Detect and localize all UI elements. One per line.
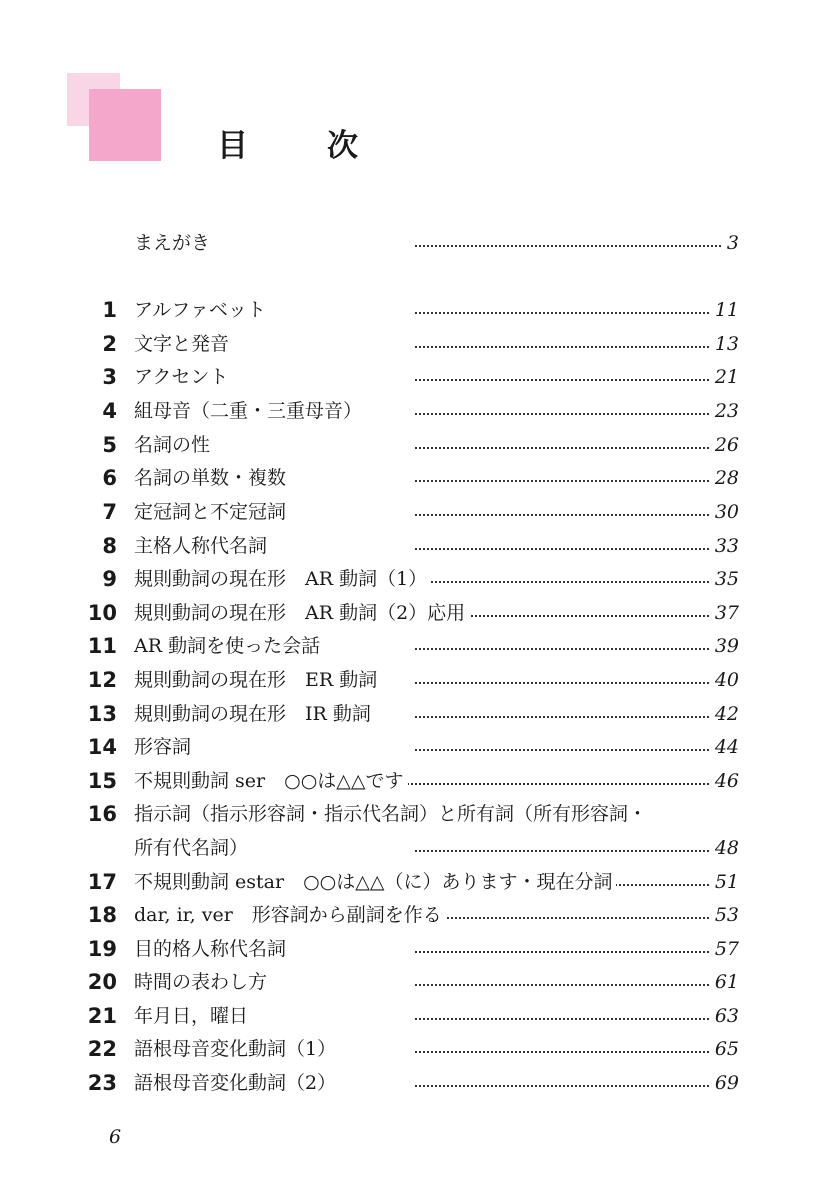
chapter-title: 語根母音変化動詞（2） bbox=[134, 1066, 340, 1100]
page-ref: 40 bbox=[714, 669, 739, 691]
leader-dots bbox=[415, 951, 709, 953]
dot-leader bbox=[415, 999, 739, 1033]
leader-dots bbox=[415, 514, 709, 516]
dot-leader bbox=[415, 730, 739, 764]
toc-entry-continued[interactable] bbox=[0, 831, 830, 865]
toc-entry[interactable] bbox=[0, 663, 830, 697]
chapter-number: 11 bbox=[87, 634, 117, 658]
page-ref: 21 bbox=[714, 366, 739, 388]
toc-entry[interactable] bbox=[0, 226, 830, 260]
leader-dots bbox=[415, 1085, 709, 1087]
chapter-number: 17 bbox=[87, 870, 117, 894]
page-ref: 48 bbox=[714, 837, 739, 859]
dot-leader bbox=[415, 831, 739, 865]
chapter-title: 規則動詞の現在形 IR 動詞 bbox=[134, 697, 375, 731]
chapter-title: 組母音（二重・三重母音） bbox=[134, 394, 366, 428]
toc-entry[interactable] bbox=[0, 428, 830, 462]
chapter-number: 6 bbox=[102, 466, 117, 490]
chapter-number: 18 bbox=[87, 903, 117, 927]
page-ref: 69 bbox=[714, 1072, 739, 1094]
leader-dots bbox=[415, 346, 709, 348]
dot-leader bbox=[415, 529, 739, 563]
leader-dots bbox=[415, 850, 709, 852]
toc-entry[interactable] bbox=[0, 529, 830, 563]
toc-entry[interactable] bbox=[0, 764, 830, 798]
chapter-title: 名詞の性 bbox=[134, 428, 214, 462]
dot-leader bbox=[415, 226, 739, 260]
chapter-title: 規則動詞の現在形 AR 動詞（2）応用 bbox=[134, 596, 469, 630]
chapter-number: 4 bbox=[102, 399, 117, 423]
chapter-number: 23 bbox=[87, 1071, 117, 1095]
chapter-number: 14 bbox=[87, 735, 117, 759]
chapter-title: 規則動詞の現在形 AR 動詞（1） bbox=[134, 562, 431, 596]
toc-entry[interactable] bbox=[0, 293, 830, 327]
chapter-title: アクセント bbox=[134, 360, 232, 394]
chapter-number: 20 bbox=[87, 970, 117, 994]
page-ref: 33 bbox=[714, 535, 739, 557]
decorative-square-dark bbox=[89, 89, 161, 161]
page-number: 6 bbox=[109, 1126, 122, 1148]
toc-entry[interactable] bbox=[0, 932, 830, 966]
chapter-title: 語根母音変化動詞（1） bbox=[134, 1032, 340, 1066]
chapter-title: dar, ir, ver 形容詞から副詞を作る bbox=[134, 898, 446, 932]
toc-entry[interactable] bbox=[0, 596, 830, 630]
dot-leader bbox=[415, 932, 739, 966]
chapter-title: 時間の表わし方 bbox=[134, 965, 271, 999]
page-ref: 42 bbox=[714, 703, 739, 725]
page-ref: 30 bbox=[714, 501, 739, 523]
chapter-title: 形容詞 bbox=[134, 730, 195, 764]
leader-dots bbox=[415, 682, 709, 684]
chapter-title: アルファベット bbox=[134, 293, 270, 327]
leader-dots bbox=[415, 447, 709, 449]
chapter-title: 定冠詞と不定冠詞 bbox=[134, 495, 290, 529]
dot-leader bbox=[415, 360, 739, 394]
chapter-title: 主格人称代名詞 bbox=[134, 529, 271, 563]
toc-entry[interactable] bbox=[0, 898, 830, 932]
leader-dots bbox=[415, 548, 709, 550]
page-ref: 11 bbox=[714, 299, 739, 321]
chapter-number: 8 bbox=[102, 534, 117, 558]
chapter-title-continued: 所有代名詞） bbox=[134, 831, 252, 865]
leader-dots bbox=[415, 716, 709, 718]
chapter-title: 文字と発音 bbox=[134, 327, 233, 361]
page-title: 目 次 bbox=[217, 128, 382, 164]
dot-leader bbox=[415, 1066, 739, 1100]
page-ref: 63 bbox=[714, 1005, 739, 1027]
chapter-number: 10 bbox=[87, 601, 117, 625]
page-ref: 61 bbox=[714, 971, 739, 993]
toc-entry[interactable] bbox=[0, 629, 830, 663]
toc-entry[interactable] bbox=[0, 495, 830, 529]
leader-dots bbox=[415, 1018, 709, 1020]
dot-leader bbox=[415, 327, 739, 361]
leader-dots bbox=[415, 312, 709, 314]
toc-entry[interactable] bbox=[0, 697, 830, 731]
page-ref: 57 bbox=[714, 938, 739, 960]
chapter-title: 目的格人称代名詞 bbox=[134, 932, 290, 966]
page-ref: 23 bbox=[714, 400, 739, 422]
chapter-number: 16 bbox=[87, 802, 117, 826]
dot-leader bbox=[415, 461, 739, 495]
page-ref: 13 bbox=[714, 333, 739, 355]
dot-leader bbox=[415, 965, 739, 999]
chapter-title: AR 動詞を使った会話 bbox=[134, 629, 324, 663]
chapter-number: 19 bbox=[87, 937, 117, 961]
chapter-title: 不規則動詞 estar ○○は△△（に）あります・現在分詞 bbox=[134, 865, 616, 899]
dot-leader bbox=[415, 394, 739, 428]
dot-leader bbox=[415, 697, 739, 731]
chapter-title: 規則動詞の現在形 ER 動詞 bbox=[134, 663, 381, 697]
leader-dots bbox=[415, 749, 709, 751]
dot-leader bbox=[415, 428, 739, 462]
toc-entry[interactable] bbox=[0, 1032, 830, 1066]
page-ref: 37 bbox=[714, 602, 739, 624]
chapter-number: 9 bbox=[102, 567, 117, 591]
chapter-title: 名詞の単数・複数 bbox=[134, 461, 290, 495]
dot-leader bbox=[415, 629, 739, 663]
page-ref: 44 bbox=[714, 736, 739, 758]
chapter-number: 21 bbox=[87, 1004, 117, 1028]
page-ref: 26 bbox=[714, 434, 739, 456]
toc-entry[interactable] bbox=[0, 730, 830, 764]
toc-entry[interactable] bbox=[0, 461, 830, 495]
page-ref: 65 bbox=[714, 1038, 739, 1060]
leader-dots bbox=[415, 413, 709, 415]
leader-dots bbox=[415, 245, 721, 247]
page-ref: 39 bbox=[714, 635, 739, 657]
chapter-title: まえがき bbox=[134, 226, 214, 260]
chapter-number: 3 bbox=[102, 365, 117, 389]
toc-entry[interactable] bbox=[0, 965, 830, 999]
toc-entry[interactable] bbox=[0, 394, 830, 428]
leader-dots bbox=[415, 480, 709, 482]
chapter-number: 7 bbox=[102, 500, 117, 524]
toc-entry[interactable] bbox=[0, 797, 830, 831]
chapter-number: 13 bbox=[87, 702, 117, 726]
chapter-number: 15 bbox=[87, 769, 117, 793]
page-ref: 46 bbox=[714, 770, 739, 792]
toc-entry[interactable] bbox=[0, 327, 830, 361]
chapter-number: 1 bbox=[102, 298, 117, 322]
chapter-title: 指示詞（指示形容詞・指示代名詞）と所有詞（所有形容詞・ bbox=[134, 797, 651, 831]
leader-dots bbox=[415, 984, 709, 986]
toc-entry[interactable] bbox=[0, 1066, 830, 1100]
chapter-title: 不規則動詞 ser ○○は△△です bbox=[134, 764, 408, 798]
chapter-number: 2 bbox=[102, 332, 117, 356]
dot-leader bbox=[415, 293, 739, 327]
leader-dots bbox=[415, 1051, 709, 1053]
page-ref: 3 bbox=[726, 232, 739, 254]
dot-leader bbox=[415, 1032, 739, 1066]
toc-entry[interactable] bbox=[0, 999, 830, 1033]
leader-dots bbox=[415, 648, 709, 650]
page-ref: 28 bbox=[714, 467, 739, 489]
toc-entry[interactable] bbox=[0, 562, 830, 596]
page-ref: 51 bbox=[714, 871, 739, 893]
dot-leader bbox=[415, 663, 739, 697]
leader-dots bbox=[415, 379, 709, 381]
page-ref: 35 bbox=[714, 568, 739, 590]
chapter-number: 5 bbox=[102, 433, 117, 457]
dot-leader bbox=[415, 495, 739, 529]
chapter-title: 年月日，曜日 bbox=[134, 999, 252, 1033]
page-ref: 53 bbox=[714, 904, 739, 926]
toc-entry[interactable] bbox=[0, 865, 830, 899]
chapter-number: 22 bbox=[87, 1037, 117, 1061]
toc-entry[interactable] bbox=[0, 360, 830, 394]
chapter-number: 12 bbox=[87, 668, 117, 692]
